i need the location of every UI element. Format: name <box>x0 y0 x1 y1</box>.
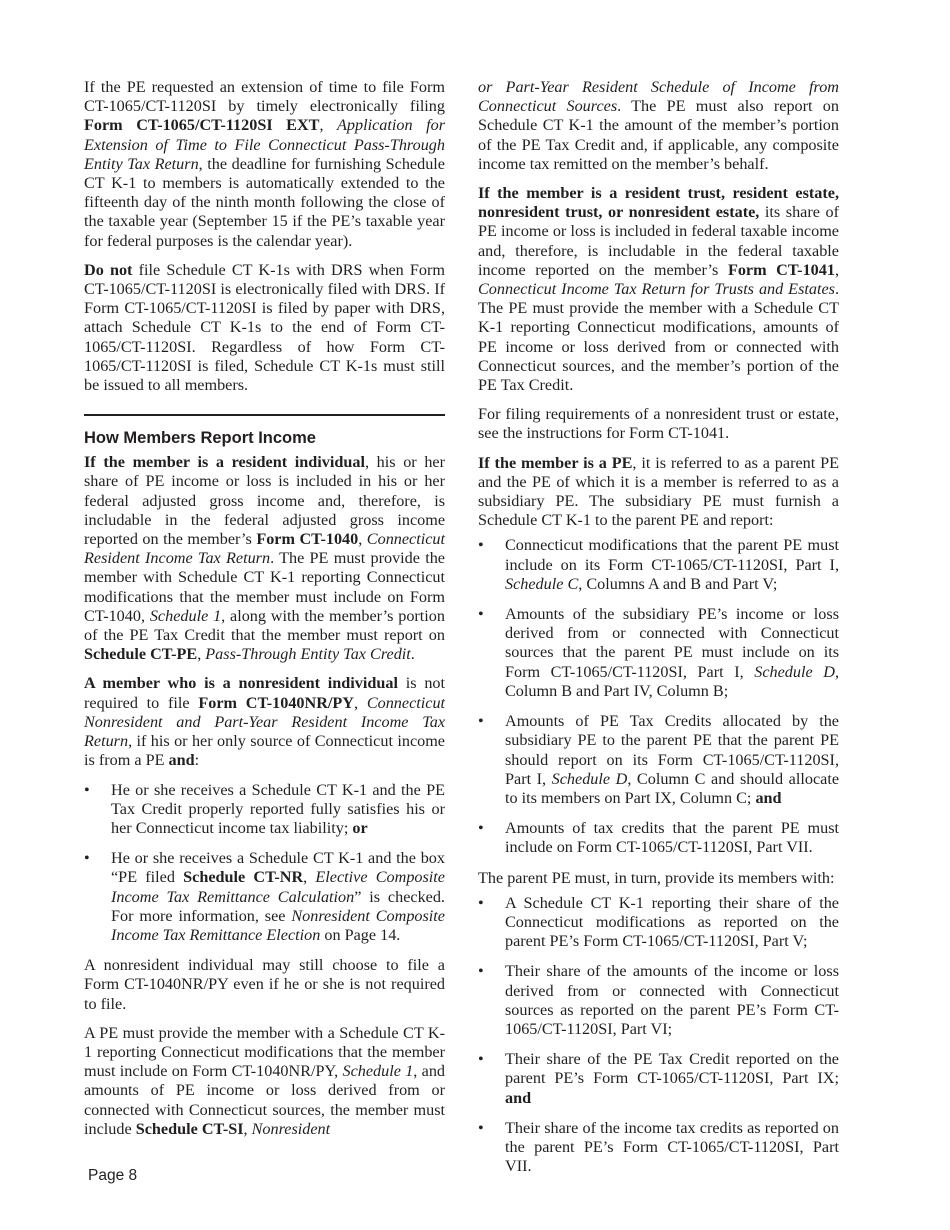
pe-provide-paragraph: A PE must provide the member with a Schedule CT K-1 reporting Connecticut modifications that the member must include on Form CT-1040NR/PY, Schedule 1, and amounts of PE income or loss derived from or connected with Connecticut sources, the member must include Schedule CT-SI, Nonresident <box>84 1023 446 1138</box>
section-heading: How Members Report Income <box>84 429 316 448</box>
bullet-icon: • <box>84 849 90 868</box>
bullet-icon: • <box>478 712 484 731</box>
bullet-icon: • <box>478 536 484 555</box>
member-pe-paragraph: If the member is a PE, it is referred to as a parent PE and the PE of which it is a member is referred to as a subsidiary PE. The subsidiary PE must furnish a Schedule CT K-1 to the parent PE and report: <box>478 453 839 530</box>
continued-paragraph: or Part-Year Resident Schedule of Income from Connecticut Sources. The PE must also report on Schedule CT K-1 the amount of the member’s portion of the PE Tax Credit and, if applicable, any composite income tax remitted on the member’s behalf. <box>478 78 839 173</box>
extension-paragraph: If the PE requested an extension of time to file Form CT-1065/CT-1120SI by timely electronically filing Form CT-1065/CT-1120SI EXT, Application for Extension of Time to File Connecticut Pass-Through Entity Tax Return, the deadline for furnishing Schedule CT K-1 to members is automatically extended to the fifteenth day of the ninth month following the close of the taxable year (September 15 if the PE’s taxable year for federal purposes is the calendar year). <box>84 78 446 250</box>
list-item: • Their share of the income tax credits as reported on the parent PE’s Form CT-1065/CT-1120SI, Part VII. <box>478 1118 839 1176</box>
optional-filing-paragraph: A nonresident individual may still choose to file a Form CT-1040NR/PY even if he or she is not required to file. <box>84 956 445 1013</box>
nonresident-individual-paragraph: A member who is a nonresident individual is not required to file Form CT-1040NR/PY, Connecticut Nonresident and Part-Year Resident Income Tax Return, if his or her only source of Connecticut income is from a PE and: <box>84 674 446 770</box>
parent-pe-paragraph: The parent PE must, in turn, provide its members with: <box>478 868 835 887</box>
list-item: • A Schedule CT K-1 reporting their share of the Connecticut modifications as reported on the parent PE’s Form CT-1065/CT-1120SI, Part V; <box>478 893 839 951</box>
list-item: • Connecticut modifications that the parent PE must include on its Form CT-1065/CT-1120SI, Part I, Schedule C, Columns A and B and Part V; <box>478 536 839 593</box>
section-divider <box>84 414 445 416</box>
list-item: • Amounts of the subsidiary PE’s income or loss derived from or connected with Connecticut sources that the parent PE must include on its Form CT-1065/CT-1120SI, Part I, Schedule D, Column B and Part IV, Column B; <box>478 605 839 700</box>
list-item: • Their share of the amounts of the income or loss derived from or connected with Connecticut sources as reported on the parent PE’s Form CT-1065/CT-1120SI, Part VI; <box>478 962 839 1038</box>
right-column <box>478 78 839 1187</box>
bullet-icon: • <box>478 1050 484 1069</box>
list-item: • Their share of the PE Tax Credit reported on the parent PE’s Form CT-1065/CT-1120SI, Part IX; and <box>478 1050 839 1107</box>
list-item: • He or she receives a Schedule CT K-1 and the box “PE filed Schedule CT-NR, Elective Composite Income Tax Remittance Calculation” is checked. For more information, see Nonresident Composite Income Tax Remittance Election on Page 14. <box>84 849 445 944</box>
left-column <box>84 78 445 1149</box>
bullet-icon: • <box>478 962 484 981</box>
bullet-icon: • <box>84 780 90 799</box>
list-item: • Amounts of tax credits that the parent PE must include on Form CT-1065/CT-1120SI, Part VII. <box>478 819 839 857</box>
list-item: • Amounts of PE Tax Credits allocated by the subsidiary PE to the parent PE that the parent PE should report on its Form CT-1065/CT-1120SI, Part I, Schedule D, Column C and should allocate to its members on Part IX, Column C; and <box>478 712 840 807</box>
do-not-file-paragraph: Do not file Schedule CT K-1s with DRS when Form CT-1065/CT-1120SI is electronically filed with DRS. If Form CT-1065/CT-1120SI is filed by paper with DRS, attach Schedule CT K-1s to the end of Form CT-1065/CT-1120SI. Regardless of how Form CT-1065/CT-1120SI is filed, Schedule CT K-1s must still be issued to all members. <box>84 260 445 395</box>
bullet-icon: • <box>478 605 484 624</box>
bullet-icon: • <box>478 893 484 912</box>
list-item: • He or she receives a Schedule CT K-1 and the PE Tax Credit properly reported fully satisfies his or her Connecticut income tax liability; or <box>84 780 445 837</box>
resident-individual-paragraph: If the member is a resident individual, his or her share of PE income or loss is included in his or her federal adjusted gross income and, therefore, is includable in the federal adjusted gross income reported on the member’s Form CT-1040, Connecticut Resident Income Tax Return. The PE must provide the member with Schedule CT K-1 reporting Connecticut modifications that the member must include on Form CT-1040, Schedule 1, along with the member’s portion of the PE Tax Credit that the member must report on Schedule CT-PE, Pass-Through Entity Tax Credit. <box>84 453 446 664</box>
trust-estate-paragraph: If the member is a resident trust, resident estate, nonresident trust, or nonresident estate, its share of PE income or loss is included in federal taxable income and, therefore, is includable in the federal taxable income reported on the member’s Form CT-1041, Connecticut Income Tax Return for Trusts and Estates. The PE must provide the member with a Schedule CT K-1 reporting Connecticut modifications, amounts of PE income or loss derived from or connected with Connecticut sources, and the member’s portion of the PE Tax Credit. <box>478 184 840 395</box>
trust-filing-paragraph: For filing requirements of a nonresident trust or estate, see the instructions for Form CT-1041. <box>478 405 839 443</box>
bullet-icon: • <box>478 1118 484 1137</box>
bullet-icon: • <box>478 819 484 838</box>
page-number: Page 8 <box>88 1167 138 1184</box>
